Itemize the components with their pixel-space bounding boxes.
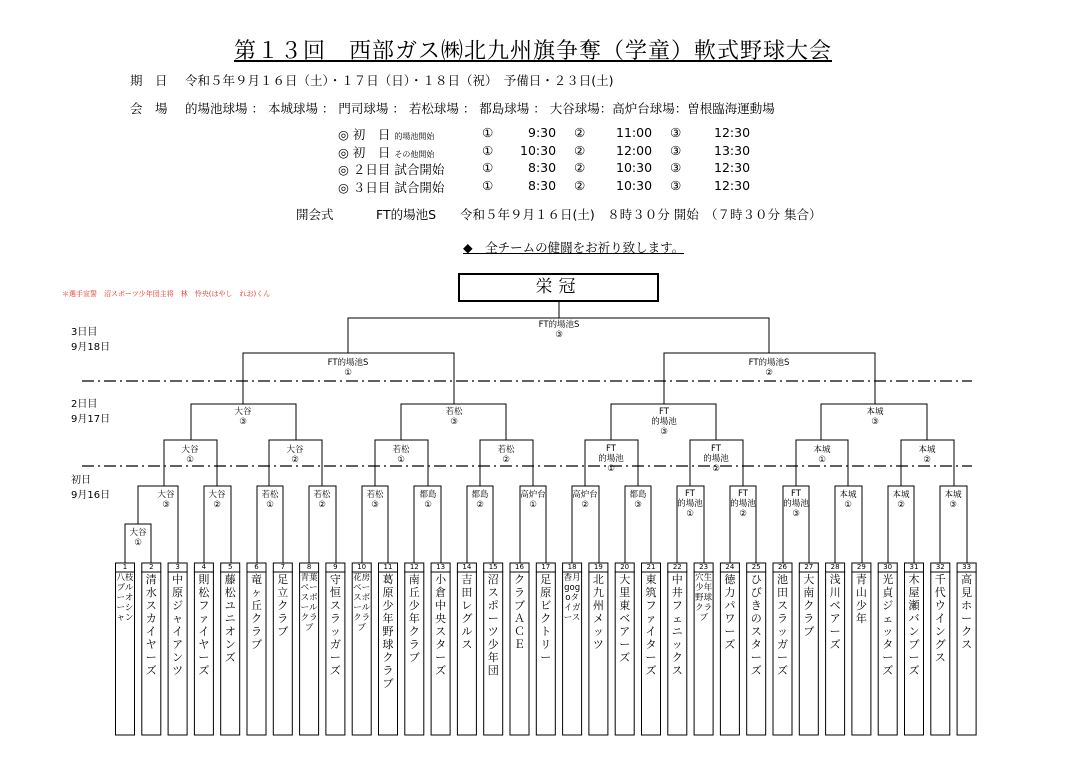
slot-1: ① <box>482 160 494 175</box>
match-venue: 若松 <box>497 445 515 455</box>
match-r2 <box>881 490 921 510</box>
team-name: 小倉中央スターズ <box>435 573 447 677</box>
team-number: 29 <box>856 563 866 571</box>
team-name: 大南クラブ <box>803 573 815 638</box>
match-r2 <box>513 490 553 510</box>
match-venue: 若松 <box>392 445 410 455</box>
match-venue: 都島 <box>629 490 647 500</box>
match-number: ① <box>344 368 352 378</box>
match-venue: FT <box>659 407 669 417</box>
team-number: 3 <box>175 563 180 571</box>
time-1: 8:30 <box>528 160 557 175</box>
schedule-mark: ◎ <box>338 162 349 177</box>
match-venue: 本城 <box>918 445 936 455</box>
time-1: 9:30 <box>528 125 557 140</box>
team-number: 13 <box>436 563 446 571</box>
slot-3: ③ <box>670 143 682 158</box>
team-name: 池田スラッガーズ <box>777 573 788 677</box>
team-number: 17 <box>541 563 551 571</box>
slot-2: ② <box>574 160 586 175</box>
team-name: 東筑ファイターズ <box>645 573 657 677</box>
day-date: 9月17日 <box>71 414 111 425</box>
team-name: 中井フェニックス <box>671 573 683 677</box>
ceremony-time: 令和５年９月１６日(土) ８時３０分 開始 （７時３０分 集合） <box>460 207 822 222</box>
match-number: ③ <box>239 417 247 427</box>
match-venue: 高炉台 <box>520 490 546 500</box>
match-number: ② <box>476 500 484 510</box>
team-name: 千代ウイングス <box>934 573 946 664</box>
slot-1: ① <box>482 125 494 140</box>
team-name: 八枝ブルーオーシャン <box>116 573 134 623</box>
team-name: 光貞ジェッターズ <box>882 573 894 677</box>
match-number: ③ <box>871 417 879 427</box>
match-number: ② <box>581 500 589 510</box>
schedule-mark: ◎ <box>338 127 349 142</box>
match-qf <box>223 407 263 427</box>
match-sf-left <box>308 358 388 378</box>
match-r1 <box>118 528 158 548</box>
team-number: 8 <box>306 563 312 571</box>
match-number: ③ <box>792 509 800 519</box>
team-name: 中原ジャイアンツ <box>172 573 184 677</box>
time-3: 12:30 <box>714 160 751 175</box>
team-number: 26 <box>778 563 787 571</box>
schedule-note: 的場池開始 <box>394 132 435 141</box>
team-name: 葛原少年野球クラブ <box>382 573 394 690</box>
team-name: 徳力パワーズ <box>724 573 736 651</box>
match-number: ① <box>266 500 274 510</box>
team-name: 足立クラブ <box>277 573 289 638</box>
match-sub: 的場池 <box>703 454 729 464</box>
schedule-mark: ◎ <box>338 180 349 195</box>
match-venue: 都島 <box>419 490 437 500</box>
team-name: 藤松ユニオンズ <box>224 573 236 664</box>
period-label: 期 日 <box>130 73 168 88</box>
match-r2 <box>460 490 500 510</box>
day-label: 3日目 <box>71 327 98 338</box>
page-title: 第１３回 西部ガス㈱北九州旗争奪（学童）軟式野球大会 <box>233 39 832 64</box>
period-value: 令和５年９月１６日（土）・１７日（日）・１８日（祝） 予備日・２３日(土) <box>185 73 614 88</box>
team-number: 12 <box>409 563 419 571</box>
match-final <box>519 320 599 340</box>
match-venue: 若松 <box>313 490 331 500</box>
team-number: 33 <box>962 563 972 571</box>
match-venue: 大谷 <box>181 445 199 455</box>
team-number: 9 <box>333 563 338 571</box>
match-number: ③ <box>450 417 458 427</box>
team-number: 21 <box>646 563 656 571</box>
schedule-day: ３日目 <box>352 180 391 195</box>
time-2: 12:00 <box>616 143 653 158</box>
team-number: 11 <box>383 563 393 571</box>
champion-box: 栄冠 <box>458 273 659 302</box>
team-name: 高見ホークス <box>961 573 973 651</box>
match-r2 <box>565 490 605 510</box>
team-name: 大里東ベアーズ <box>619 573 631 664</box>
match-sub: 的場池 <box>598 454 624 464</box>
match-venue: 本城 <box>892 490 910 500</box>
match-r2 <box>933 490 973 510</box>
match-number: ① <box>529 500 537 510</box>
match-venue: FT的場池S <box>327 358 369 368</box>
slot-3: ③ <box>670 178 682 193</box>
match-venue: FT <box>711 444 721 454</box>
match-sub: 的場池 <box>783 499 809 509</box>
team-name: 木屋瀬バンブーズ <box>908 573 920 677</box>
team-name: 守恒スラッガーズ <box>329 573 341 677</box>
match-venue: 大谷 <box>157 490 175 500</box>
match-number: ③ <box>949 500 957 510</box>
slot-2: ② <box>574 178 586 193</box>
team-number: 30 <box>883 563 893 571</box>
time-3: 12:30 <box>714 125 751 140</box>
match-number: ③ <box>634 500 642 510</box>
match-sf-right <box>729 358 809 378</box>
match-r2 <box>146 490 186 510</box>
match-venue: FT <box>738 489 748 499</box>
match-r3 <box>170 445 210 465</box>
time-1: 8:30 <box>528 178 557 193</box>
team-number: 27 <box>804 563 814 571</box>
match-r2 <box>670 489 710 519</box>
team-name: 南丘少年クラブ <box>408 573 420 664</box>
slot-2: ② <box>574 125 586 140</box>
match-venue: 本城 <box>866 407 884 417</box>
match-qf <box>855 407 895 427</box>
match-r3 <box>486 445 526 465</box>
time-1: 10:30 <box>520 143 557 158</box>
match-venue: 大谷 <box>129 528 147 538</box>
venue-label: 会 場 <box>130 101 168 116</box>
team-number: 28 <box>830 563 840 571</box>
match-venue: FT <box>606 444 616 454</box>
match-sub: 的場池 <box>730 499 756 509</box>
match-venue: 高炉台 <box>572 490 598 500</box>
team-number: 16 <box>515 563 524 571</box>
slot-2: ② <box>574 143 586 158</box>
match-number: ① <box>134 538 142 548</box>
match-number: ① <box>818 455 826 465</box>
team-number: 7 <box>280 563 286 571</box>
match-qf <box>644 407 684 437</box>
team-name: 沼スポーツ少年団 <box>487 573 499 677</box>
team-name: 則松ファイヤーズ <box>198 573 210 677</box>
match-number: ③ <box>371 500 379 510</box>
match-qf <box>434 407 474 427</box>
match-number: ② <box>291 455 299 465</box>
match-number: ③ <box>162 500 170 510</box>
team-name: クラブＡＣＥ <box>514 573 525 651</box>
match-number: ② <box>712 464 720 474</box>
team-name: ひびきのスターズ <box>750 573 762 677</box>
match-number: ② <box>739 509 747 519</box>
match-r3 <box>802 445 842 465</box>
schedule-mark: ◎ <box>338 145 349 160</box>
match-number: ② <box>923 455 931 465</box>
match-r2 <box>355 490 395 510</box>
team-number: 14 <box>462 563 472 571</box>
match-venue: FT的場池S <box>538 320 580 330</box>
match-venue: 若松 <box>366 490 384 500</box>
slot-1: ① <box>482 143 494 158</box>
team-name: 青葉ベースボールクラブ <box>300 573 318 633</box>
match-sub: 的場池 <box>651 417 677 427</box>
team-name: 足原ビクトリー <box>540 573 552 664</box>
team-name: 北九州メッツ <box>592 573 604 651</box>
match-number: ① <box>186 455 194 465</box>
match-r2 <box>197 490 237 510</box>
match-r2 <box>302 490 342 510</box>
match-venue: 大谷 <box>208 490 226 500</box>
match-venue: FT的場池S <box>748 358 790 368</box>
match-number: ② <box>213 500 221 510</box>
ceremony-label: 開会式 <box>296 207 334 222</box>
match-venue: 大谷 <box>234 407 252 417</box>
day-label: 2日目 <box>71 399 98 410</box>
team-number: 2 <box>149 563 154 571</box>
schedule-note: 試合開始 <box>394 180 445 195</box>
match-number: ③ <box>660 427 668 437</box>
match-venue: 若松 <box>445 407 463 417</box>
schedule-note: 試合開始 <box>394 162 445 177</box>
match-venue: FT <box>685 489 695 499</box>
match-number: ③ <box>555 330 563 340</box>
team-name: 青山少年 <box>855 573 867 625</box>
match-number: ① <box>844 500 852 510</box>
match-venue: 大谷 <box>286 445 304 455</box>
team-number: 1 <box>122 563 128 571</box>
team-number: 24 <box>725 563 735 571</box>
oath-note: ＊選手宣誓 沼スポーツ少年団主将 林 怜央(はやし れお)くん <box>62 290 271 298</box>
team-name: 穴生少年野球クラブ <box>695 573 713 623</box>
match-r2 <box>408 490 448 510</box>
slot-1: ① <box>482 178 494 193</box>
match-r3 <box>381 445 421 465</box>
schedule-note: その他開始 <box>394 150 435 159</box>
team-number: 4 <box>201 563 207 571</box>
slot-3: ③ <box>670 125 682 140</box>
schedule-day: 初 日 <box>352 127 391 142</box>
match-r2 <box>250 490 290 510</box>
match-venue: 若松 <box>261 490 279 500</box>
match-sub: 的場池 <box>677 499 703 509</box>
team-number: 10 <box>357 563 367 571</box>
team-number: 19 <box>593 563 603 571</box>
team-number: 31 <box>909 563 919 571</box>
team-number: 18 <box>567 563 577 571</box>
match-r2 <box>618 490 658 510</box>
match-venue: 本城 <box>944 490 962 500</box>
team-name: 香月gogoタイガース <box>563 573 581 623</box>
slot-3: ③ <box>670 160 682 175</box>
match-number: ① <box>686 509 694 519</box>
schedule-day: ２日目 <box>352 162 391 177</box>
match-r3 <box>591 444 631 474</box>
match-venue: 本城 <box>839 490 857 500</box>
match-venue: 都島 <box>471 490 489 500</box>
team-number: 6 <box>254 563 259 571</box>
time-2: 11:00 <box>616 125 653 140</box>
team-number: 5 <box>227 563 233 571</box>
schedule-day: 初 日 <box>352 145 391 160</box>
time-2: 10:30 <box>616 178 653 193</box>
day-date: 9月18日 <box>71 342 111 353</box>
ceremony-place: FT的場池S <box>376 207 437 222</box>
time-3: 13:30 <box>714 143 751 158</box>
team-name: 清水スカイヤーズ <box>145 573 157 677</box>
team-number: 22 <box>672 563 682 571</box>
team-number: 25 <box>751 563 761 571</box>
match-venue: FT <box>791 489 801 499</box>
day-label: 初日 <box>71 475 91 486</box>
match-r3 <box>275 445 315 465</box>
team-number: 15 <box>488 563 498 571</box>
match-number: ① <box>397 455 405 465</box>
match-r2 <box>723 489 763 519</box>
match-number: ② <box>502 455 510 465</box>
team-name: 浅川ベアーズ <box>829 573 841 651</box>
match-number: ① <box>424 500 432 510</box>
match-venue: 本城 <box>813 445 831 455</box>
time-3: 12:30 <box>714 178 751 193</box>
time-2: 10:30 <box>616 160 653 175</box>
cheer-message: ◆ 全チームの健闘をお祈り致します。 <box>463 240 685 255</box>
team-name: 吉田レグルス <box>461 573 473 651</box>
team-number: 20 <box>620 563 630 571</box>
match-number: ① <box>607 464 615 474</box>
match-r3 <box>907 445 947 465</box>
match-r2 <box>776 489 816 519</box>
match-number: ② <box>897 500 905 510</box>
match-r2 <box>828 490 868 510</box>
team-number: 32 <box>935 563 945 571</box>
match-number: ② <box>765 368 773 378</box>
match-number: ② <box>318 500 326 510</box>
day-date: 9月16日 <box>71 490 111 501</box>
venue-value: 的場池球場 ： 本城球場 ： 門司球場 ： 若松球場 ： 都島球場 ： 大谷球場：高炉台球場：曽根臨海運動場 <box>185 101 775 116</box>
team-name: 花房ベースボールクラブ <box>353 573 371 633</box>
match-r3 <box>696 444 736 474</box>
team-name: 竜ヶ丘クラブ <box>251 573 262 651</box>
team-number: 23 <box>699 563 709 571</box>
